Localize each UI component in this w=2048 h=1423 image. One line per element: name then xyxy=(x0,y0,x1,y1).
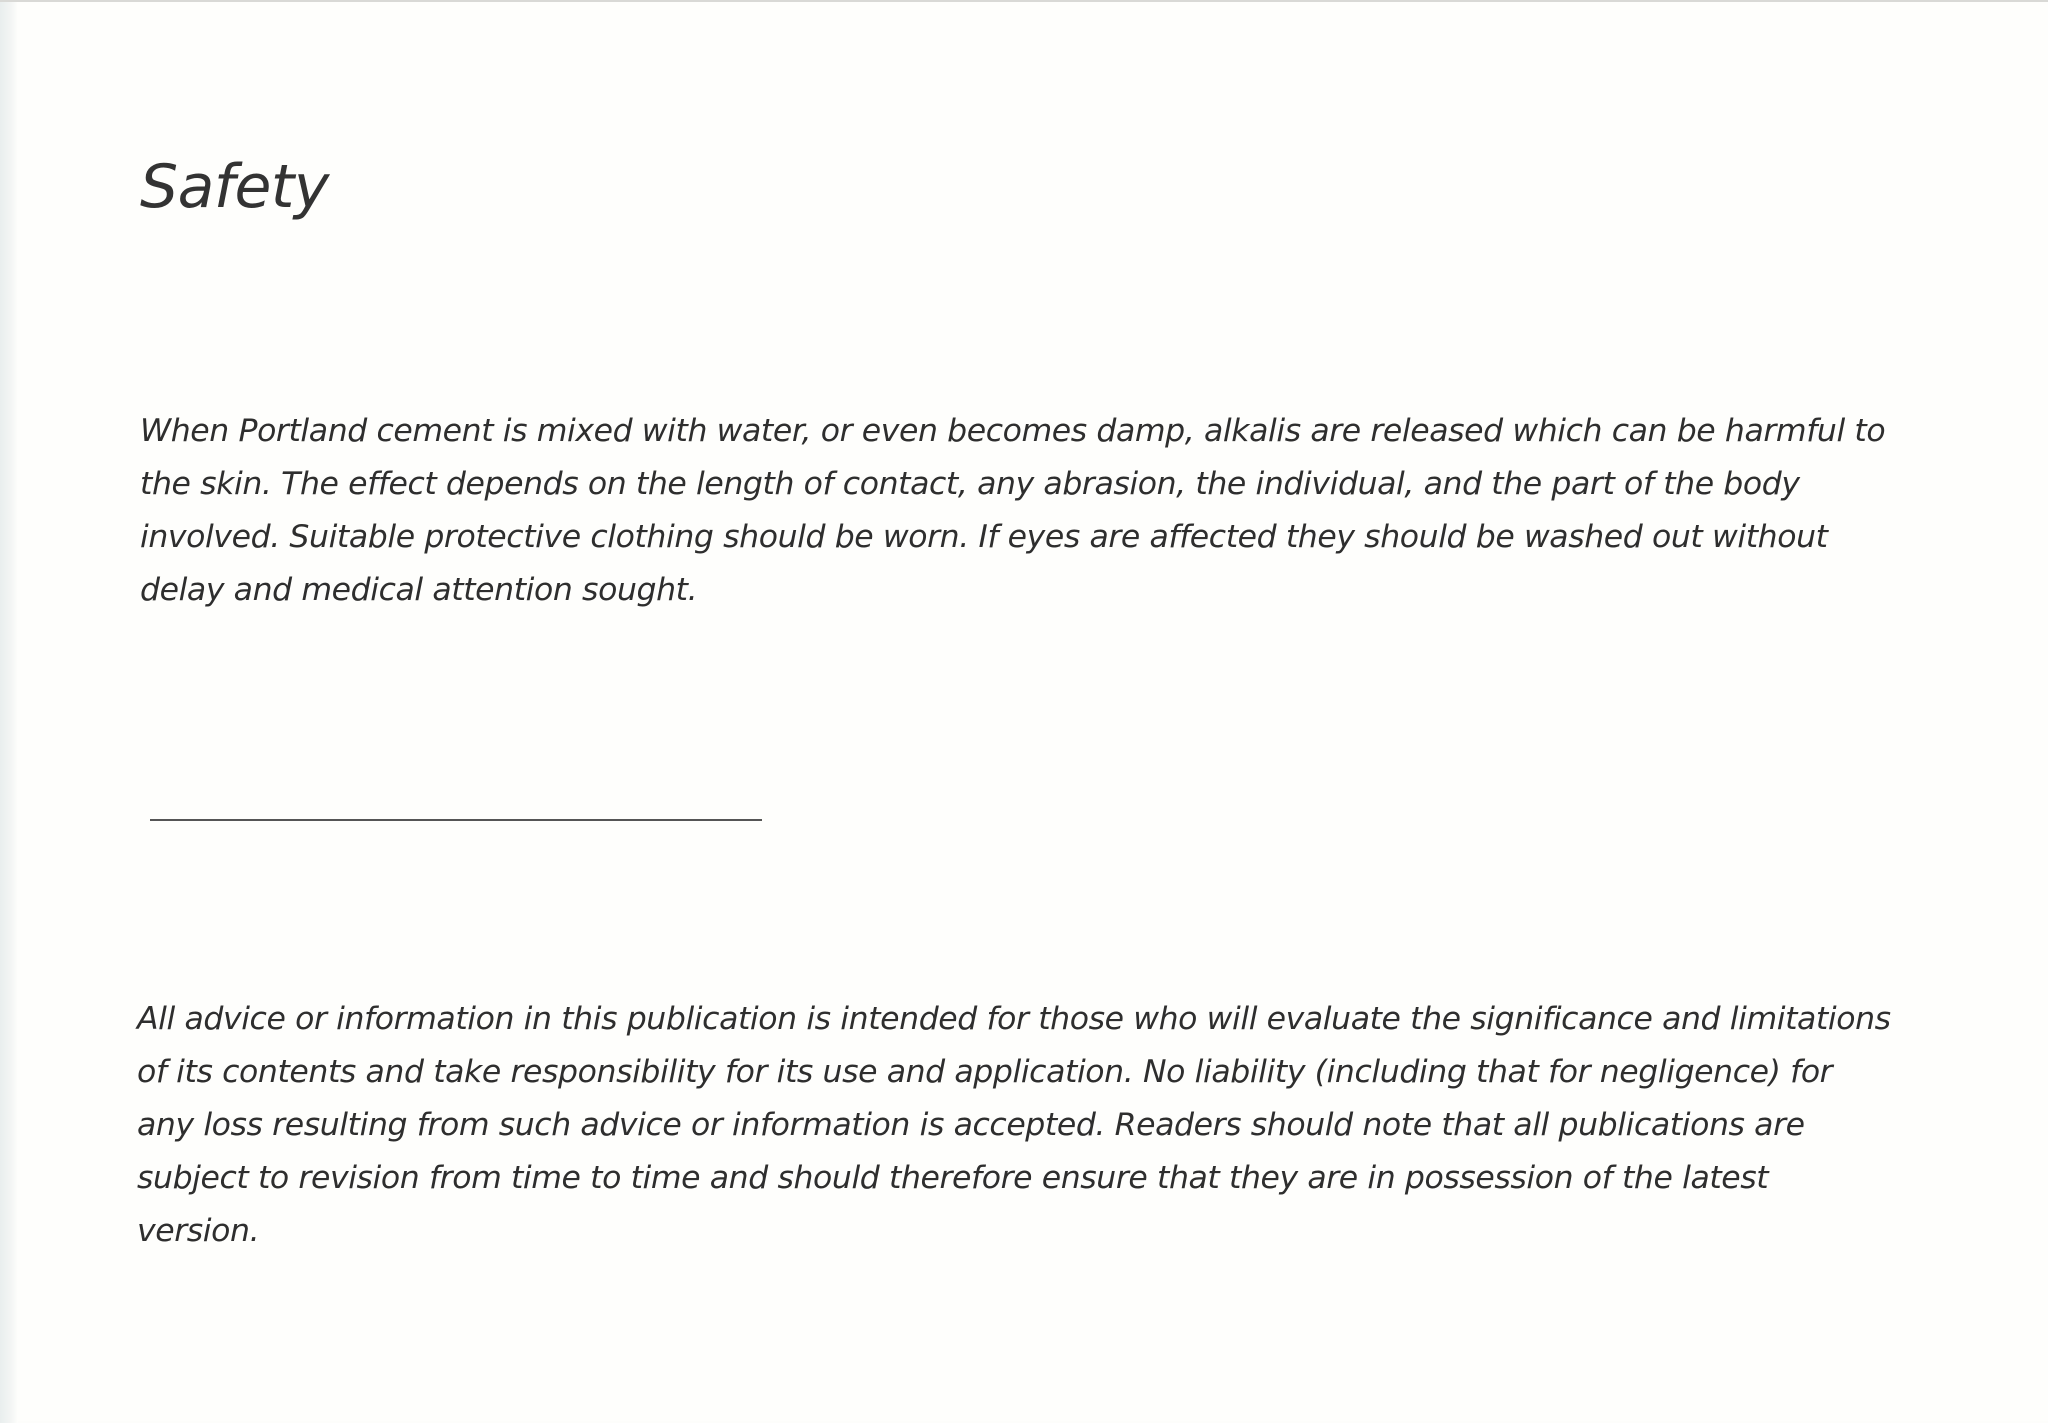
page-title: Safety xyxy=(140,152,329,222)
section-divider xyxy=(150,819,762,821)
disclaimer-paragraph: All advice or information in this publication is intended for those who will evaluate the significance and limitations of its contents and take responsibility for its use and application. No liability (including that for negligence) for any loss resulting from such advice or information is accepted. Readers should note that all publications are subject to revision from time to time and should therefore ensure that they are in possession of the latest version. xyxy=(137,1001,1891,1249)
page-spine-shadow xyxy=(0,2,18,1423)
safety-paragraph: When Portland cement is mixed with water, or even becomes damp, alkalis are released which can be harmful to the skin. The effect depends on the length of contact, any abrasion, the individual, and the part of the body involved. Suitable protective clothing should be worn. If eyes are affected they should be washed out without delay and medical attention sought. xyxy=(140,413,1886,608)
